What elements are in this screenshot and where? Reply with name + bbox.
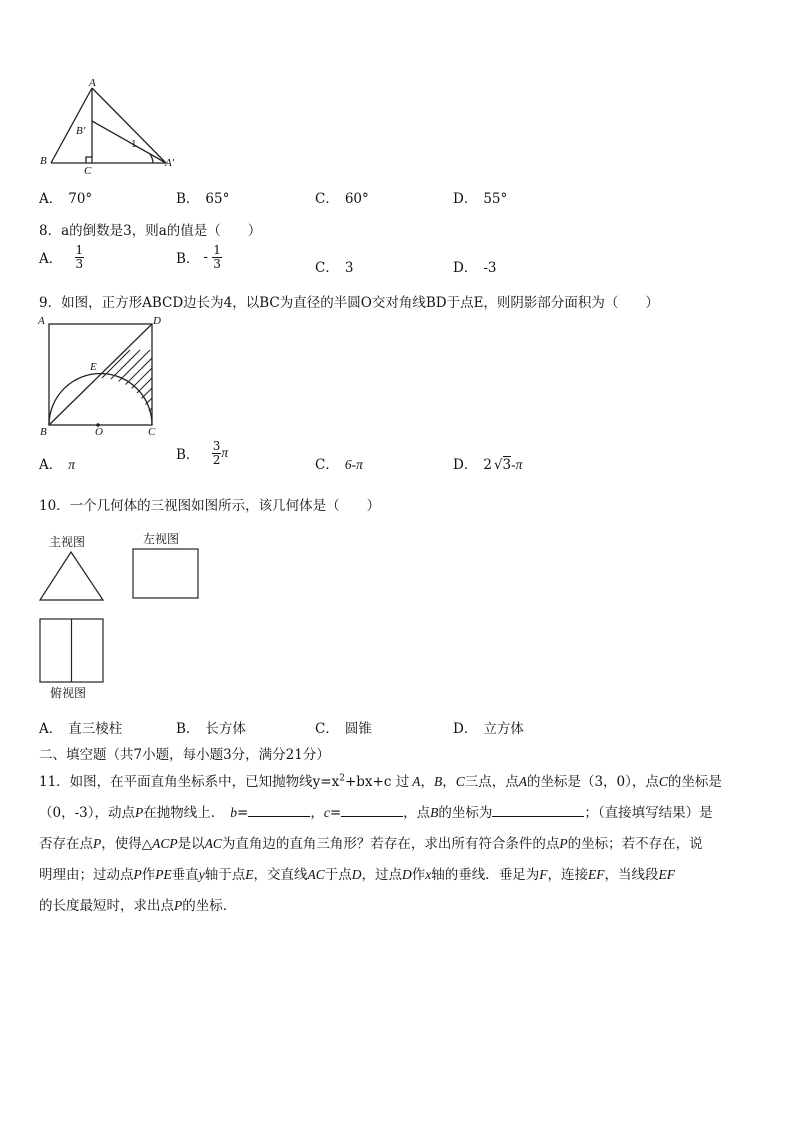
q11-line-1: 11．如图，在平面直角坐标系中，已知抛物线$y=x^2+bx+c$ 过 A，B，C三点，点A的坐标是（3，0），点C的坐标是 [39, 773, 722, 790]
q11-line-2: （0，-3），动点P在抛物线上． b= ，c= ，点B的坐标为 ；（直接填写结果）是 [39, 805, 713, 821]
q9-option-a[interactable]: A． π [39, 457, 76, 473]
q7-option-c[interactable]: C． 60° [315, 191, 369, 207]
q9-label-O: O [95, 426, 103, 438]
q10-option-c[interactable]: C． 圆锥 [315, 721, 372, 737]
q8-fraction-a: $\frac{1}{3}$ [75, 243, 84, 271]
q9-option-b[interactable]: B． $\frac{3}{2}$ π [176, 439, 229, 467]
q7-option-d[interactable]: D． 55° [453, 191, 508, 207]
q10-option-d[interactable]: D． 立方体 [453, 721, 524, 737]
answer-blank-point-b[interactable] [492, 816, 584, 817]
q10-option-a[interactable]: A． 直三棱柱 [39, 721, 123, 737]
front-view-label: 主视图 [49, 535, 86, 549]
q8-fraction-b: $\frac{1}{3}$ [213, 243, 221, 271]
q9-option-c[interactable]: C． 6-π [315, 457, 363, 473]
answer-blank-c[interactable] [341, 816, 403, 817]
sqrt-symbol: √ [493, 457, 503, 473]
q7-label-A-prime: A′ [165, 157, 175, 169]
q11-line-4: 明理由；过动点P作PE垂直y轴于点E，交直线AC于点D，过点D作x轴的垂线．垂足为F，连接EF，当线段EF [39, 867, 676, 883]
q9-label-B: B [40, 426, 47, 438]
q9-label-A: A [38, 315, 45, 327]
q9-label-C: C [148, 426, 156, 438]
q8-option-b[interactable]: B． - $\frac{1}{3}$ [176, 243, 221, 271]
section-heading: 二、填空题（共7小题，每小题3分，满分21分） [39, 747, 330, 763]
q9-fraction-b: $\frac{3}{2}$ [212, 439, 221, 467]
q8-option-a[interactable]: A． $\frac{1}{3}$ [39, 243, 84, 271]
answer-blank-b[interactable] [248, 816, 310, 817]
q11-line-3: 否存在点P，使得△ACP是以AC为直角边的直角三角形？若存在，求出所有符合条件的点P的坐标；若不存在，说 [39, 836, 703, 852]
q9-label-D: D [153, 315, 161, 327]
q7-label-B-prime: B′ [76, 125, 86, 137]
q7-label-angle-1: 1 [131, 138, 137, 150]
q7-label-B: B [40, 155, 47, 167]
q7-label-C: C [84, 165, 92, 177]
q10-option-b[interactable]: B． 长方体 [176, 721, 246, 737]
q9-option-d[interactable]: D． 2 √3-π [453, 457, 523, 473]
q8-option-c[interactable]: C． 3 [315, 260, 354, 276]
q10-stem: 10．一个几何体的三视图如图所示，该几何体是（ ） [39, 498, 381, 514]
q9-stem: 9．如图，正方形ABCD边长为4，以BC为直径的半圆O交对角线BD于点E，则阴影部分面积为（ ） [39, 295, 659, 311]
q11-line-5: 的长度最短时，求出点P的坐标． [39, 898, 237, 914]
q8-stem: 8．a的倒数是3，则a的值是（ ） [39, 223, 262, 239]
q9-label-E: E [90, 361, 97, 373]
q7-label-A: A [89, 77, 96, 89]
left-view-label: 左视图 [143, 532, 180, 546]
q8-option-d[interactable]: D． -3 [453, 260, 497, 276]
top-view-label: 俯视图 [50, 686, 87, 700]
q7-option-b[interactable]: B． 65° [176, 191, 230, 207]
q7-option-a[interactable]: A． 70° [39, 191, 93, 207]
